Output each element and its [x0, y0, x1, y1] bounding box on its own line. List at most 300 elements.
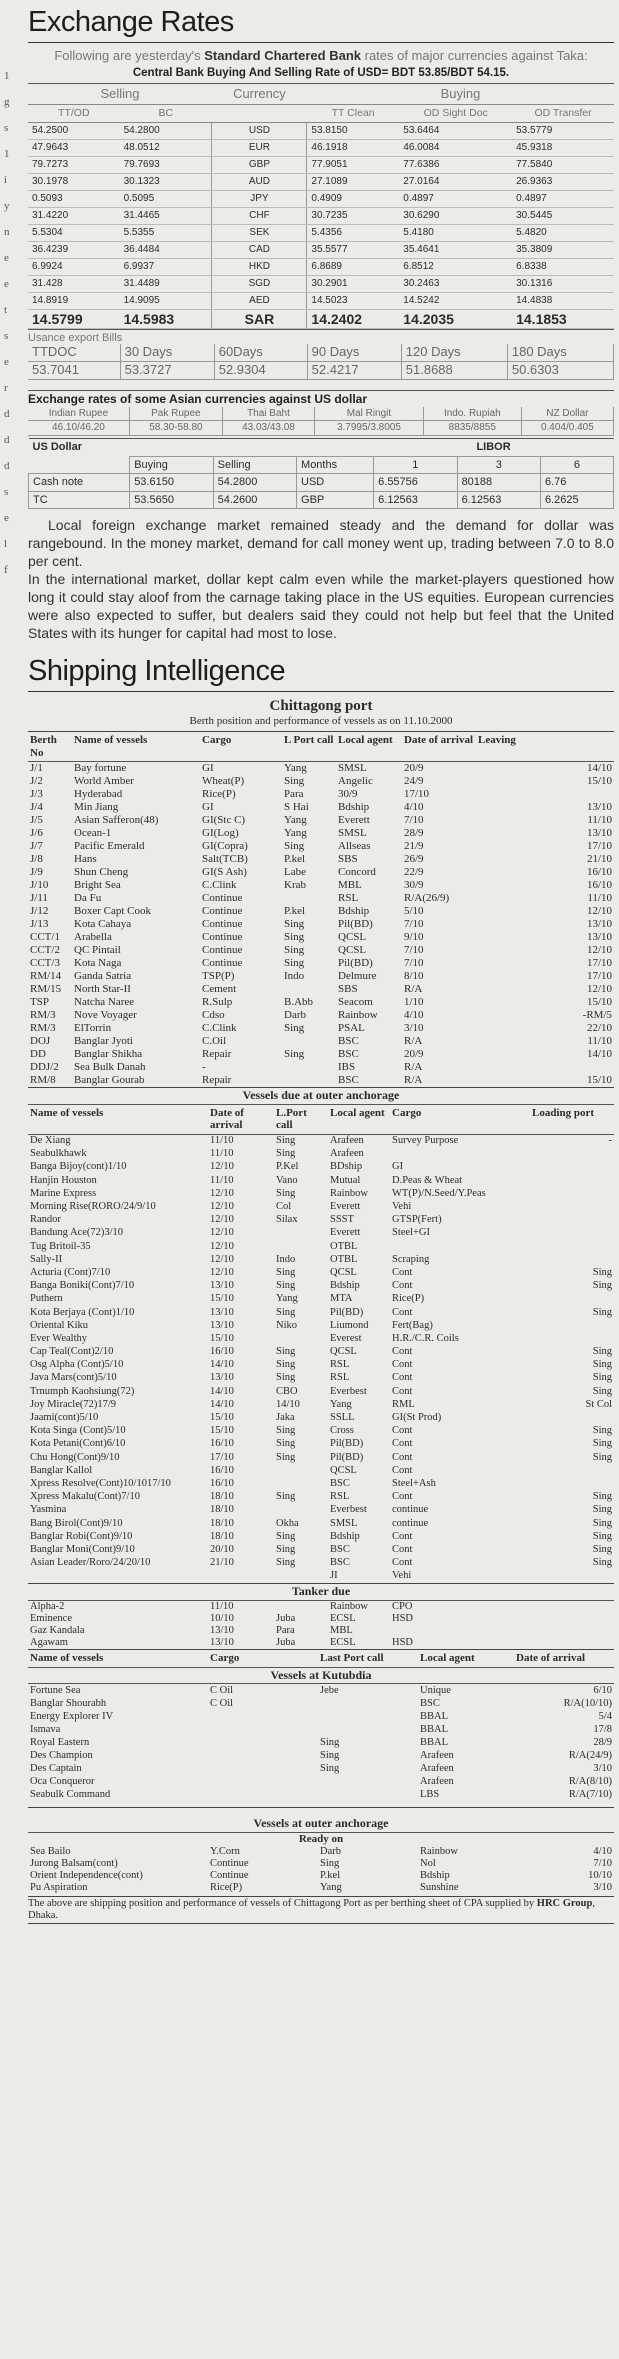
- table-cell: Banglar Kallol: [30, 1464, 93, 1476]
- libor-value: 6.2625: [540, 491, 613, 509]
- table-cell: St Col: [585, 1398, 612, 1410]
- table-cell: Kota Cahaya: [74, 918, 132, 931]
- currency-code: CHF: [212, 207, 307, 224]
- table-cell: Cont: [392, 1451, 413, 1463]
- table-cell: 15/10: [586, 775, 612, 788]
- table-cell: [530, 1214, 614, 1227]
- table-cell: Banglar Jyoti: [74, 1035, 133, 1048]
- table-cell: Yang: [276, 1293, 298, 1305]
- table-cell: Rainbow: [420, 1845, 458, 1857]
- table-cell: Hans: [74, 853, 97, 866]
- table-cell: P.kel: [284, 853, 306, 866]
- table-cell: Gaz Kandala: [30, 1624, 85, 1636]
- table-cell: Rice(P): [202, 788, 236, 801]
- table-cell: 14/10: [276, 1398, 300, 1410]
- table-cell: [208, 1736, 318, 1749]
- asian-currency-header: Mal Ringit: [315, 407, 424, 421]
- table-cell: R/A: [404, 983, 423, 996]
- table-cell: Cont: [392, 1543, 413, 1555]
- berth-table: [28, 731, 614, 1087]
- table-cell: Puthern: [30, 1293, 63, 1305]
- table-cell: B.Abb: [284, 996, 314, 1009]
- kutubdia-title: Vessels at Kutubdia: [28, 1668, 614, 1685]
- table-cell: Arabella: [74, 931, 112, 944]
- column-header: Name of vessels: [28, 1649, 208, 1667]
- table-cell: BSC: [420, 1697, 440, 1709]
- table-cell: [318, 1723, 418, 1736]
- table-cell: H.R./C.R. Coils: [392, 1332, 459, 1344]
- exchange-rates-section: [28, 6, 614, 643]
- selling-group-header: Selling: [28, 83, 212, 105]
- kutubdia-row: [28, 1710, 614, 1723]
- table-cell: Everbest: [330, 1385, 367, 1397]
- table-cell: [390, 1148, 530, 1161]
- table-cell: 13/10: [210, 1636, 234, 1648]
- us-dollar-label: US Dollar: [29, 438, 130, 456]
- buying-group-header: Buying: [307, 83, 614, 105]
- table-cell: 13/10: [210, 1306, 234, 1318]
- table-cell: 15/10: [210, 1412, 234, 1424]
- table-cell: Sing: [276, 1372, 296, 1384]
- table-cell: 7/10: [404, 814, 424, 827]
- rate-value: 48.0512: [120, 139, 212, 156]
- table-cell: 28/9: [593, 1736, 612, 1748]
- rate-value: 77.5840: [512, 156, 614, 173]
- margin-fragment-char: s: [4, 122, 9, 134]
- table-cell: Sing: [320, 1857, 340, 1869]
- table-cell: [530, 1187, 614, 1200]
- berth-row: [28, 840, 614, 853]
- rate-value: 14.4838: [512, 292, 614, 309]
- table-cell: [530, 1464, 614, 1477]
- commentary-paragraph: Local foreign exchange market remained steady and the demand for dollar was rangebound. In the money market, demand for call money went up, trading between 7.0 to 8.0 per cent.: [28, 517, 614, 570]
- margin-fragment-char: r: [4, 382, 8, 394]
- table-cell: [274, 1227, 328, 1240]
- table-cell: Vehi: [392, 1570, 412, 1582]
- table-cell: Natcha Naree: [74, 996, 135, 1009]
- table-cell: [282, 1074, 336, 1087]
- table-cell: 3/10: [593, 1762, 612, 1774]
- table-cell: Everbest: [330, 1504, 367, 1516]
- table-cell: Pil(BD): [338, 918, 373, 931]
- central-bank-rate: Central Bank Buying And Selling Rate of USD= BDT 53.85/BDT 54.15.: [132, 67, 510, 80]
- table-cell: DD: [30, 1048, 46, 1061]
- ready-row: [28, 1882, 614, 1894]
- rate-value: 30.2901: [307, 275, 399, 292]
- rate-value: 31.428: [28, 275, 120, 292]
- margin-fragment-char: d: [4, 434, 10, 446]
- rate-value: 30.7235: [307, 207, 399, 224]
- table-cell: 12/10: [210, 1266, 234, 1278]
- commentary-paragraph: In the international market, dollar kept calm even while the market-players questioned how long it could stay aloof from the carnage taking place in the US equities. European currencies were also expected to suffer, but dealers said they could not help but feel that the United States with its hunger for capital had most to lose.: [28, 571, 614, 641]
- currency-code: EUR: [212, 139, 307, 156]
- table-cell: 22/10: [586, 1022, 612, 1035]
- kutubdia-row: [28, 1723, 614, 1736]
- table-cell: JI: [330, 1570, 338, 1582]
- column-header: L.Port call: [274, 1105, 328, 1135]
- rate-value: 77.9051: [307, 156, 399, 173]
- table-cell: BSC: [330, 1557, 350, 1569]
- margin-fragment-char: d: [4, 460, 10, 472]
- table-cell: Sing: [276, 1491, 296, 1503]
- outer-anchorage-row: [28, 1227, 614, 1240]
- column-header: Date of arrival: [402, 732, 476, 762]
- rate-value: 5.4180: [399, 224, 512, 241]
- outer-anchorage-row: [28, 1161, 614, 1174]
- table-cell: Pacific Emerald: [74, 840, 145, 853]
- berth-row: [28, 970, 614, 983]
- table-cell: RM/3: [30, 1022, 56, 1035]
- table-cell: 15/10: [586, 996, 612, 1009]
- tanker-row: [28, 1637, 614, 1649]
- currency-code: GBP: [212, 156, 307, 173]
- table-cell: Darb: [284, 1009, 306, 1022]
- outer-anchorage-row: [28, 1346, 614, 1359]
- rate-value: 14.5023: [307, 292, 399, 309]
- table-cell: Nove Voyager: [74, 1009, 137, 1022]
- table-cell: Jurong Balsam(cont): [30, 1857, 118, 1869]
- column-header: Cargo: [390, 1105, 530, 1135]
- rate-value: 6.8689: [307, 258, 399, 275]
- table-cell: GI(St Prod): [392, 1412, 442, 1424]
- table-cell: MBL: [338, 879, 362, 892]
- rate-value: 6.9937: [120, 258, 212, 275]
- table-cell: Banglar Shikha: [74, 1048, 143, 1061]
- table-cell: [282, 1035, 336, 1048]
- table-cell: Cont: [392, 1491, 413, 1503]
- table-cell: SSST: [330, 1214, 354, 1226]
- table-cell: RML: [392, 1398, 415, 1410]
- table-cell: Sing: [592, 1280, 612, 1292]
- table-cell: J/3: [30, 788, 43, 801]
- table-cell: Krab: [284, 879, 306, 892]
- usance-header: 30 Days: [120, 344, 214, 361]
- table-cell: Sing: [276, 1451, 296, 1463]
- table-cell: GI(Stc C): [202, 814, 246, 827]
- table-cell: 14/10: [210, 1385, 234, 1397]
- margin-fragment-char: e: [4, 278, 9, 290]
- table-cell: Niko: [276, 1319, 297, 1331]
- column-header: Berth No: [28, 732, 72, 762]
- table-cell: Yang: [284, 814, 307, 827]
- table-cell: BSC: [338, 1048, 359, 1061]
- table-cell: Bdship: [338, 905, 370, 918]
- table-cell: GI: [202, 801, 214, 814]
- column-header: L Port call: [282, 732, 336, 762]
- table-cell: Morning Rise(RORO/24/9/10: [30, 1201, 156, 1213]
- table-cell: Sally-II: [30, 1253, 63, 1265]
- table-cell: R/A(26/9): [404, 892, 450, 905]
- table-cell: Banga Boniki(Cont)7/10: [30, 1280, 135, 1292]
- usd-selling-header: Selling: [213, 456, 296, 474]
- table-cell: BSC: [330, 1543, 350, 1555]
- table-cell: Liumond: [330, 1319, 369, 1331]
- table-cell: 12/10: [210, 1201, 234, 1213]
- rate-value: 53.6464: [399, 122, 512, 139]
- column-header: Local agent: [328, 1105, 390, 1135]
- table-cell: [208, 1723, 318, 1736]
- table-cell: Sea Bulk Danah: [74, 1061, 146, 1074]
- rate-value: 0.5093: [28, 190, 120, 207]
- rate-row: [28, 241, 614, 258]
- rate-value: 14.5799: [28, 309, 120, 328]
- table-cell: SBS: [338, 983, 358, 996]
- table-cell: Banglar Robi(Cont)9/10: [30, 1530, 133, 1542]
- usance-header: 120 Days: [401, 344, 507, 361]
- rate-value: 5.4820: [512, 224, 614, 241]
- table-cell: 4/10: [404, 801, 424, 814]
- table-cell: 13/10: [586, 827, 612, 840]
- column-header: Cargo: [208, 1649, 318, 1667]
- table-cell: J/2: [30, 775, 43, 788]
- table-cell: Banglar Shourabh: [30, 1697, 107, 1709]
- table-cell: Shun Cheng: [74, 866, 129, 879]
- outer-anchorage-row: [28, 1293, 614, 1306]
- table-cell: Sing: [276, 1280, 296, 1292]
- table-cell: QCSL: [330, 1266, 357, 1278]
- table-cell: [476, 1061, 614, 1074]
- table-cell: Continue: [210, 1869, 249, 1881]
- table-cell: 18/10: [210, 1504, 234, 1516]
- table-cell: [318, 1775, 418, 1788]
- table-cell: P.kel: [320, 1869, 341, 1881]
- table-cell: [274, 1240, 328, 1253]
- table-cell: Asian Leader/Roro/24/20/10: [30, 1557, 151, 1569]
- outer-anchorage-row: [28, 1306, 614, 1319]
- table-cell: Trnumph Kaohsiung(72): [30, 1385, 135, 1397]
- table-cell: Ganda Satria: [74, 970, 132, 983]
- outer-anchorage-row: [28, 1187, 614, 1200]
- column-header: Local agent: [418, 1649, 514, 1667]
- margin-fragment-char: l: [4, 538, 8, 550]
- table-cell: Continue: [210, 1857, 249, 1869]
- rate-value: 36.4239: [28, 241, 120, 258]
- table-cell: 13/10: [586, 918, 612, 931]
- table-cell: 16/10: [210, 1477, 234, 1489]
- outer-anchorage-row: [28, 1543, 614, 1556]
- table-cell: 12/10: [586, 983, 612, 996]
- berth-row: [28, 957, 614, 970]
- adjacent-column-fragment: [0, 0, 24, 576]
- table-cell: Chu Hong(Cont)9/10: [30, 1451, 120, 1463]
- tanker-row: [28, 1613, 614, 1625]
- tanker-row: [28, 1601, 614, 1613]
- table-cell: Cont: [392, 1280, 413, 1292]
- libor-currency: USD: [297, 474, 374, 492]
- table-cell: Eminence: [30, 1612, 72, 1624]
- table-cell: QCSL: [338, 931, 367, 944]
- margin-fragment-char: e: [4, 252, 9, 264]
- table-cell: ElTorrin: [74, 1022, 112, 1035]
- berth-row: [28, 853, 614, 866]
- rate-column-header: TT/OD: [28, 105, 120, 122]
- table-cell: Jaka: [276, 1412, 295, 1424]
- table-cell: J/11: [30, 892, 48, 905]
- table-cell: Rainbow: [338, 1009, 378, 1022]
- table-cell: R/A(24/9): [568, 1749, 612, 1761]
- table-cell: 20/10: [210, 1543, 234, 1555]
- table-cell: HSD: [392, 1636, 414, 1648]
- kutubdia-row: [28, 1762, 614, 1775]
- table-cell: Kota Berjaya (Cont)1/10: [30, 1306, 135, 1318]
- table-cell: 7/10: [404, 944, 424, 957]
- table-cell: Sing: [276, 1306, 296, 1318]
- column-header: Local agent: [336, 732, 402, 762]
- tanker-due-title: Tanker due: [28, 1583, 614, 1601]
- table-cell: 4/10: [404, 1009, 424, 1022]
- berth-row: [28, 918, 614, 931]
- table-cell: Osg Alpha (Cont)5/10: [30, 1359, 124, 1371]
- margin-fragment-char: i: [4, 174, 8, 186]
- outer-anchorage-row: [28, 1425, 614, 1438]
- berth-row: [28, 801, 614, 814]
- table-cell: QCSL: [338, 944, 367, 957]
- outer-anchorage-row: [28, 1451, 614, 1464]
- rate-value: 14.1853: [512, 309, 614, 328]
- asian-currency-header: NZ Dollar: [521, 407, 613, 421]
- table-cell: Sing: [284, 840, 305, 853]
- table-cell: [274, 1504, 328, 1517]
- ready-table: [28, 1846, 614, 1894]
- table-cell: Vano: [276, 1174, 298, 1186]
- outer-anchorage-row: [28, 1319, 614, 1332]
- rate-value: 30.5445: [512, 207, 614, 224]
- table-cell: [318, 1697, 418, 1710]
- table-cell: QCSL: [330, 1346, 357, 1358]
- table-cell: [530, 1332, 614, 1345]
- table-cell: Seabulk Command: [30, 1788, 111, 1800]
- usance-header: 60Days: [214, 344, 307, 361]
- table-cell: 16/10: [586, 879, 612, 892]
- table-cell: R/A: [404, 1061, 423, 1074]
- table-cell: Banga Bijoy(cont)1/10: [30, 1161, 127, 1173]
- table-cell: 6/10: [593, 1684, 612, 1696]
- table-cell: Yang: [284, 762, 307, 775]
- table-cell: 5/10: [404, 905, 424, 918]
- table-cell: Cont: [392, 1385, 413, 1397]
- table-cell: Sea Bailo: [30, 1845, 71, 1857]
- table-cell: Cont: [392, 1557, 413, 1569]
- table-cell: Des Captain: [30, 1762, 82, 1774]
- table-cell: Cement: [202, 983, 237, 996]
- table-cell: 12/10: [586, 905, 612, 918]
- asian-currencies-title: Exchange rates of some Asian currencies against US dollar: [28, 390, 614, 407]
- margin-fragment-char: e: [4, 356, 9, 368]
- table-cell: C Oil: [210, 1697, 234, 1709]
- table-cell: Cont: [392, 1346, 413, 1358]
- outer-anchorage-row: [28, 1464, 614, 1477]
- table-cell: 16/10: [210, 1438, 234, 1450]
- rate-row: [28, 207, 614, 224]
- table-cell: Java Mars(cont)5/10: [30, 1372, 117, 1384]
- outer-anchorage-row: [28, 1398, 614, 1411]
- rate-value: 53.8150: [307, 122, 399, 139]
- table-cell: Agawam: [30, 1636, 68, 1648]
- table-cell: Bdship: [338, 801, 370, 814]
- table-cell: Jebe: [320, 1684, 339, 1696]
- rate-row: [28, 156, 614, 173]
- table-cell: Cont: [392, 1359, 413, 1371]
- table-cell: Arafeen: [420, 1749, 454, 1761]
- libor-6m-header: 6: [540, 456, 613, 474]
- table-cell: SMSL: [330, 1517, 358, 1529]
- table-cell: Sing: [592, 1266, 612, 1278]
- table-cell: Sing: [276, 1438, 296, 1450]
- margin-fragment-char: 1: [4, 148, 10, 160]
- currency-code: CAD: [212, 241, 307, 258]
- table-cell: D.Peas & Wheat: [392, 1174, 463, 1186]
- table-cell: C Oil: [210, 1684, 234, 1696]
- table-cell: Rice(P): [210, 1882, 243, 1894]
- table-cell: 14/10: [586, 1048, 612, 1061]
- table-cell: Allseas: [338, 840, 371, 853]
- table-cell: IBS: [338, 1061, 356, 1074]
- asian-currency-value: 3.7995/3.8005: [315, 421, 424, 436]
- column-header: Last Port call: [318, 1649, 418, 1667]
- currency-code: AED: [212, 292, 307, 309]
- currency-code: SEK: [212, 224, 307, 241]
- rate-column-header: [212, 105, 307, 122]
- libor-months-label: Months: [297, 456, 374, 474]
- rate-column-header: OD Transfer: [512, 105, 614, 122]
- table-cell: Sing: [276, 1557, 296, 1569]
- usance-table: [28, 344, 614, 380]
- table-cell: J/1: [30, 762, 43, 775]
- table-cell: 7/10: [404, 957, 424, 970]
- usance-value: 53.3727: [120, 362, 214, 380]
- rate-row: [28, 258, 614, 275]
- table-cell: 18/10: [210, 1530, 234, 1542]
- table-cell: RM/15: [30, 983, 62, 996]
- berth-row: [28, 762, 614, 775]
- table-cell: Sing: [592, 1425, 612, 1437]
- table-cell: Jaami(cont)5/10: [30, 1412, 99, 1424]
- table-cell: 13/10: [586, 801, 612, 814]
- table-cell: 16/10: [586, 866, 612, 879]
- usd-tc-selling: 54.2600: [213, 491, 296, 509]
- margin-fragment-char: 1: [4, 70, 10, 82]
- rate-value: 5.4356: [307, 224, 399, 241]
- table-cell: Pil(BD): [338, 957, 373, 970]
- table-cell: [530, 1148, 614, 1161]
- currency-code: JPY: [212, 190, 307, 207]
- table-cell: 1/10: [404, 996, 424, 1009]
- table-cell: 12/10: [210, 1253, 234, 1265]
- rate-value: 30.6290: [399, 207, 512, 224]
- table-cell: Energy Explorer IV: [30, 1710, 114, 1722]
- table-cell: 11/10: [210, 1148, 234, 1160]
- table-cell: R/A(8/10): [568, 1775, 612, 1787]
- table-cell: Sing: [320, 1749, 340, 1761]
- table-cell: QCSL: [330, 1464, 357, 1476]
- table-cell: 13/10: [210, 1624, 234, 1636]
- table-cell: Sing: [276, 1530, 296, 1542]
- table-cell: Continue: [202, 918, 243, 931]
- usd-row-label: TC: [29, 491, 130, 509]
- rate-row: [28, 275, 614, 292]
- table-cell: Sing: [284, 944, 305, 957]
- table-cell: [530, 1227, 614, 1240]
- rate-value: 6.8338: [512, 258, 614, 275]
- table-cell: RSL: [330, 1372, 350, 1384]
- table-cell: 12/10: [210, 1240, 234, 1252]
- rate-row: [28, 122, 614, 139]
- column-header: Cargo: [200, 732, 282, 762]
- table-cell: [282, 892, 336, 905]
- table-cell: RM/3: [30, 1009, 56, 1022]
- table-cell: DOJ: [30, 1035, 51, 1048]
- table-cell: Sing: [592, 1517, 612, 1529]
